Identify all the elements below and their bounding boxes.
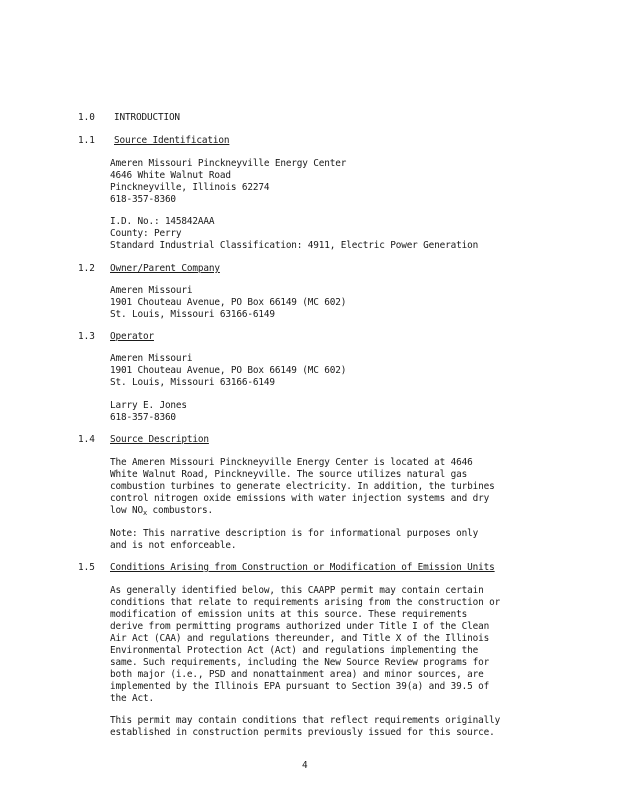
source-id-number: I.D. No.: 145842AAA [110,216,215,227]
conditions-line: conditions that relate to requirements arising from the construction or [110,597,501,608]
page-number: 4 [302,760,308,771]
description-line: White Walnut Road, Pinckneyville. The source utilizes natural gas [110,469,468,480]
nox-subscript: x [142,509,148,517]
conditions-line: the Act. [110,693,154,704]
description-line: combustion turbines to generate electricity. In addition, the turbines [110,481,495,492]
section-1-0-number: 1.0 [78,112,95,123]
operator-line: St. Louis, Missouri 63166-6149 [110,377,275,388]
source-address-line: Pinckneyville, Illinois 62274 [110,182,270,193]
section-1-2-title: Owner/Parent Company [110,263,220,274]
conditions-line: As generally identified below, this CAAPP permit may contain certain [110,585,484,596]
contact-phone: 618-357-8360 [110,412,176,423]
operator-line: Ameren Missouri [110,353,193,364]
section-1-3-title: Operator [110,331,154,342]
description-line: The Ameren Missouri Pinckneyville Energy Center is located at 4646 [110,457,473,468]
description-text: low NO [110,505,143,516]
conditions-line: implemented by the Illinois EPA pursuant to Section 39(a) and 39.5 of [110,681,490,692]
narrative-note: and is not enforceable. [110,540,237,551]
section-1-4-number: 1.4 [78,434,95,445]
source-sic: Standard Industrial Classification: 4911, Electric Power Generation [110,240,479,251]
conditions-line: This permit may contain conditions that reflect requirements originally [110,715,501,726]
description-line: control nitrogen oxide emissions with water injection systems and dry [110,493,490,504]
section-1-0-title: INTRODUCTION [114,112,180,123]
owner-line: Ameren Missouri [110,285,193,296]
section-1-5-title: Conditions Arising from Construction or Modification of Emission Units [110,562,495,573]
source-county: County: Perry [110,228,182,239]
description-text: combustors. [147,505,213,516]
section-1-5-number: 1.5 [78,562,95,573]
operator-line: 1901 Chouteau Avenue, PO Box 66149 (MC 602) [110,365,347,376]
conditions-line: modification of emission units at this source. These requirements [110,609,468,620]
source-address-line: 4646 White Walnut Road [110,170,231,181]
section-1-3-number: 1.3 [78,331,95,342]
narrative-note: Note: This narrative description is for informational purposes only [110,528,479,539]
owner-line: St. Louis, Missouri 63166-6149 [110,309,275,320]
source-phone: 618-357-8360 [110,194,176,205]
contact-name: Larry E. Jones [110,400,187,411]
conditions-line: derive from permitting programs authorized under Title I of the Clean [110,621,490,632]
source-address-line: Ameren Missouri Pinckneyville Energy Center [110,158,347,169]
section-1-2-number: 1.2 [78,263,95,274]
section-1-4-title: Source Description [110,434,209,445]
description-last-line [110,505,213,519]
section-1-1-title: Source Identification [114,135,230,146]
owner-line: 1901 Chouteau Avenue, PO Box 66149 (MC 602) [110,297,347,308]
conditions-line: Environmental Protection Act (Act) and regulations implementing the [110,645,479,656]
section-1-1-number: 1.1 [78,135,95,146]
conditions-line: same. Such requirements, including the New Source Review programs for [110,657,490,668]
conditions-line: both major (i.e., PSD and nonattainment area) and minor sources, are [110,669,484,680]
conditions-line: Air Act (CAA) and regulations thereunder, and Title X of the Illinois [110,633,490,644]
conditions-line: established in construction permits previously issued for this source. [110,727,495,738]
